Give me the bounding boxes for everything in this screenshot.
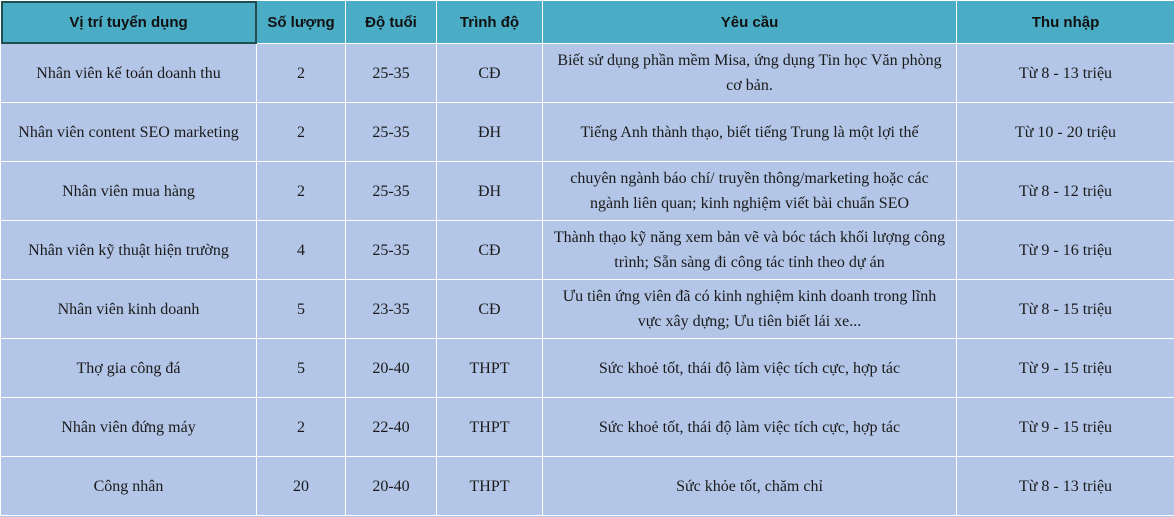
cell-education[interactable]: THPT [437,339,543,398]
cell-quantity[interactable]: 2 [257,398,346,457]
cell-age[interactable]: 20-40 [346,457,437,516]
header-age[interactable]: Độ tuổi [346,1,437,44]
table-row [1,103,1174,162]
cell-income[interactable]: Từ 10 - 20 triệu [957,103,1174,162]
requirements-text: Sức khoẻ tốt, thái độ làm việc tích cực, hợp tác [598,359,901,377]
requirements-text: Biết sử dụng phần mềm Misa, ứng dụng Tin học Văn phòng cơ bản. [557,52,942,94]
requirements-text: Sức khỏe tốt, chăm chỉ [676,477,823,495]
table-row [1,44,1174,103]
cell-quantity[interactable]: 5 [257,280,346,339]
requirements-text: chuyên ngành báo chí/ truyền thông/marketing hoặc các ngành liên quan; kinh nghiệm viết bài chuẩn SEO [570,170,929,212]
cell-requirements[interactable] [543,221,957,280]
table-row [1,280,1174,339]
cell-education[interactable]: THPT [437,398,543,457]
cell-income[interactable]: Từ 8 - 13 triệu [957,44,1174,103]
header-education[interactable]: Trình độ [437,1,543,44]
requirements-text: Sức khoẻ tốt, thái độ làm việc tích cực, hợp tác [598,418,901,436]
table-row [1,457,1174,516]
cell-age[interactable]: 25-35 [346,44,437,103]
cell-requirements[interactable] [543,44,957,103]
cell-quantity[interactable]: 4 [257,221,346,280]
header-position[interactable]: Vị trí tuyển dụng [1,1,257,44]
cell-quantity[interactable]: 5 [257,339,346,398]
cell-position[interactable]: Thợ gia công đá [1,339,257,398]
cell-education[interactable]: THPT [437,457,543,516]
cell-income[interactable]: Từ 8 - 12 triệu [957,162,1174,221]
requirements-text: Tiếng Anh thành thạo, biết tiếng Trung là một lợi thế [580,123,919,141]
cell-position[interactable]: Nhân viên kế toán doanh thu [1,44,257,103]
cell-age[interactable]: 20-40 [346,339,437,398]
header-income[interactable]: Thu nhập [957,1,1174,44]
cell-position[interactable]: Nhân viên kinh doanh [1,280,257,339]
table-row [1,339,1174,398]
cell-age[interactable]: 23-35 [346,280,437,339]
cell-position[interactable]: Nhân viên kỹ thuật hiện trường [1,221,257,280]
requirements-text: Thành thạo kỹ năng xem bản vẽ và bóc tách khối lượng công trình; Sẵn sàng đi công tác tỉnh theo dự án [553,229,946,271]
header-quantity[interactable]: Số lượng [257,1,346,44]
cell-requirements[interactable] [543,162,957,221]
cell-age[interactable]: 22-40 [346,398,437,457]
cell-requirements[interactable] [543,103,957,162]
table-row [1,221,1174,280]
table-row [1,162,1174,221]
cell-age[interactable]: 25-35 [346,103,437,162]
header-requirements[interactable]: Yêu cầu [543,1,957,44]
cell-education[interactable]: CĐ [437,44,543,103]
cell-age[interactable]: 25-35 [346,221,437,280]
cell-position[interactable]: Nhân viên mua hàng [1,162,257,221]
cell-education[interactable]: CĐ [437,280,543,339]
cell-requirements[interactable] [543,280,957,339]
cell-quantity[interactable]: 2 [257,44,346,103]
cell-position[interactable]: Nhân viên content SEO marketing [1,103,257,162]
header-row [1,1,1174,44]
cell-income[interactable]: Từ 8 - 15 triệu [957,280,1174,339]
cell-education[interactable]: ĐH [437,162,543,221]
cell-quantity[interactable]: 2 [257,162,346,221]
cell-position[interactable]: Nhân viên đứng máy [1,398,257,457]
cell-requirements[interactable] [543,457,957,516]
cell-income[interactable]: Từ 9 - 15 triệu [957,398,1174,457]
cell-quantity[interactable]: 2 [257,103,346,162]
cell-education[interactable]: ĐH [437,103,543,162]
requirements-text: Ưu tiên ứng viên đã có kinh nghiệm kinh doanh trong lĩnh vực xây dựng; Ưu tiên biết lái xe... [562,288,937,330]
cell-age[interactable]: 25-35 [346,162,437,221]
cell-income[interactable]: Từ 9 - 15 triệu [957,339,1174,398]
table-row [1,398,1174,457]
cell-quantity[interactable]: 20 [257,457,346,516]
cell-requirements[interactable] [543,398,957,457]
cell-income[interactable]: Từ 8 - 13 triệu [957,457,1174,516]
cell-income[interactable]: Từ 9 - 16 triệu [957,221,1174,280]
cell-education[interactable]: CĐ [437,221,543,280]
cell-position[interactable]: Công nhân [1,457,257,516]
cell-requirements[interactable] [543,339,957,398]
